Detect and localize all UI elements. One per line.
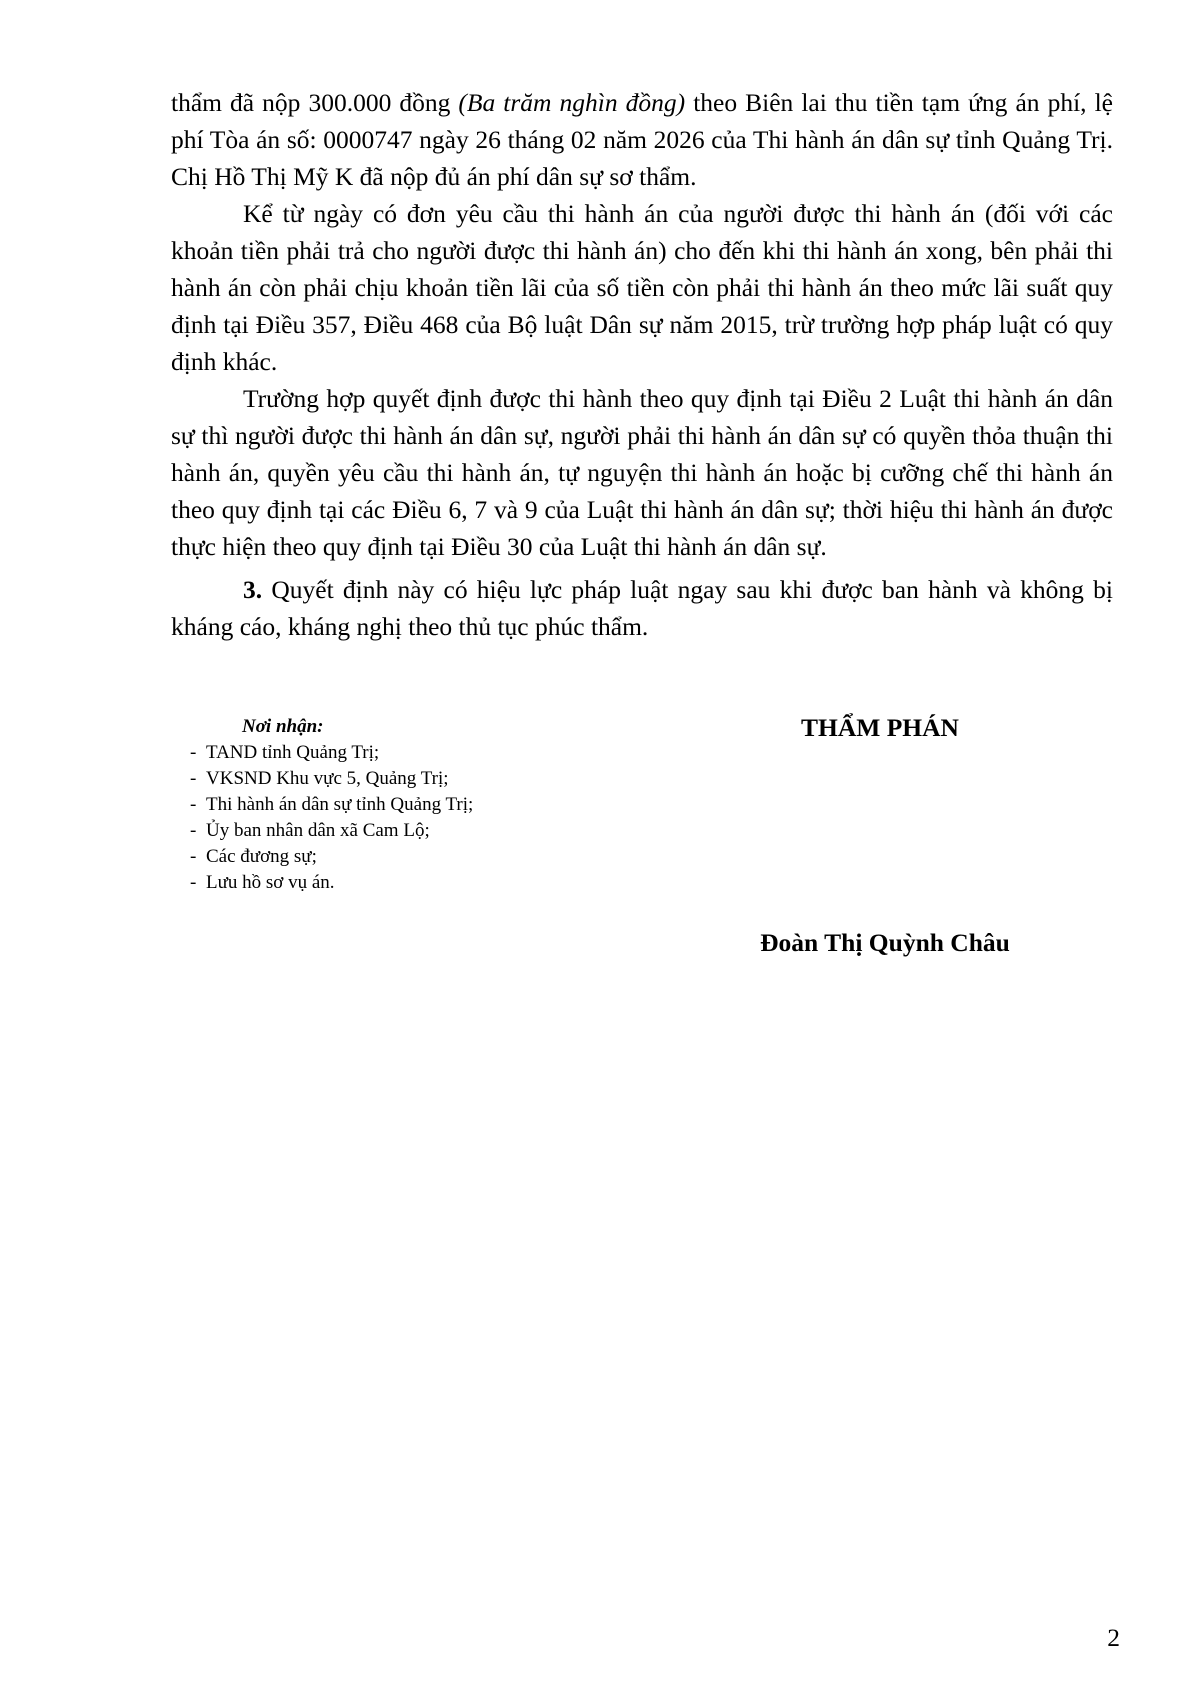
list-item [190, 870, 610, 896]
recipient-label: Lưu hồ sơ vụ án. [206, 872, 335, 893]
recipient-label: Các đương sự; [206, 846, 317, 867]
list-dash: - [190, 742, 197, 763]
section-number: 3. [243, 575, 263, 604]
page-number: 2 [1107, 1623, 1120, 1652]
recipient-label: TAND tỉnh Quảng Trị; [206, 742, 380, 763]
list-item [190, 792, 610, 818]
list-item [190, 844, 610, 870]
judge-name: Đoàn Thị Quỳnh Châu [760, 928, 1010, 957]
fee-text-start: thẩm đã nộp 300.000 đồng [171, 88, 459, 117]
recipient-label: Thi hành án dân sự tỉnh Quảng Trị; [206, 794, 474, 815]
list-dash: - [190, 872, 197, 893]
fee-amount-in-words: (Ba trăm nghìn đồng) [458, 88, 686, 117]
recipients-list [190, 740, 610, 896]
section-3-text: Quyết định này có hiệu lực pháp luật ngay sau khi được ban hành và không bị kháng cáo, kháng nghị theo thủ tục phúc thẩm. [171, 575, 1113, 641]
paragraph-interest: Kể từ ngày có đơn yêu cầu thi hành án của người được thi hành án (đối với các khoản tiền phải trả cho người được thi hành án) cho đến khi thi hành án xong, bên phải thi hành án còn phải chịu khoản tiền lãi của số tiền còn phải thi hành án theo mức lãi suất quy định tại Điều 357, Điều 468 của Bộ luật Dân sự năm 2015, trừ trường hợp pháp luật có quy định khác. [171, 199, 1113, 376]
list-item [190, 766, 610, 792]
list-item [190, 740, 610, 766]
list-dash: - [190, 768, 197, 789]
list-dash: - [190, 820, 197, 841]
recipient-label: VKSND Khu vực 5, Quảng Trị; [206, 768, 449, 789]
decision-body [171, 84, 1113, 645]
fee-text-end: theo Biên lai thu tiền tạm ứng án phí, lệ phí Tòa án số: 0000747 ngày 26 tháng 02 năm 2026 của Thi hành án dân sự tỉnh Quảng Trị. Chị Hồ Thị Mỹ K đã nộp đủ án phí dân sự sơ thẩm. [171, 88, 1113, 191]
paragraph-court-fee [171, 84, 1113, 195]
paragraph-enforcement: Trường hợp quyết định được thi hành theo quy định tại Điều 2 Luật thi hành án dân sự thì người được thi hành án dân sự, người phải thi hành án dân sự có quyền thỏa thuận thi hành án, quyền yêu cầu thi hành án, tự nguyện thi hành án hoặc bị cưỡng chế thi hành án theo quy định tại các Điều 6, 7 và 9 của Luật thi hành án dân sự; thời hiệu thi hành án được thực hiện theo quy định tại Điều 30 của Luật thi hành án dân sự. [171, 384, 1113, 561]
judge-title: THẨM PHÁN [801, 713, 959, 742]
recipients-block [190, 714, 610, 896]
list-dash: - [190, 794, 197, 815]
recipient-label: Ủy ban nhân dân xã Cam Lộ; [206, 820, 430, 841]
paragraph-effect [171, 571, 1113, 645]
recipients-heading: Nơi nhận: [242, 716, 324, 737]
list-item [190, 818, 610, 844]
list-dash: - [190, 846, 197, 867]
